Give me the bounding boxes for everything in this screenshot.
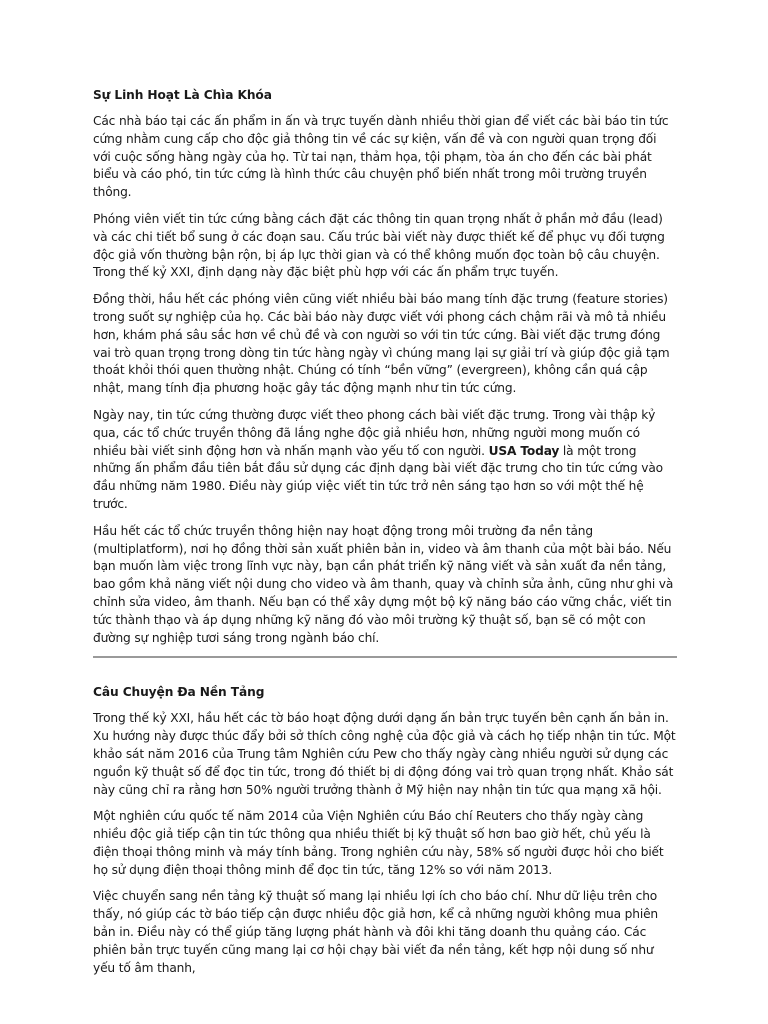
paragraph-text: Ngày nay, tin tức cứng thường được viết theo phong cách bài viết đặc trưng. Trong vài thập kỷ qua, các tổ chức truyền thông đã lắng nghe độc giả nhiều hơn, những người mong muốn có nhiều bài viết sinh động hơn và nhấn mạnh vào yếu tố con người.: [93, 407, 656, 458]
paragraph: Một nghiên cứu quốc tế năm 2014 của Viện Nghiên cứu Báo chí Reuters cho thấy ngày càng nhiều độc giả tiếp cận tin tức thông qua nhiều thiết bị kỹ thuật số hơn bao giờ hết, chủ yếu là điện thoại thông minh và máy tính bảng. Trong nghiên cứu này, 58% số người được hỏi cho biết họ sử dụng điện thoại thông minh để đọc tin tức, tăng 12% so với năm 2013.: [93, 809, 664, 877]
document-page: [93, 86, 677, 986]
paragraph-text: là một trong những ấn phẩm đầu tiên bắt đầu sử dụng các định dạng bài viết đặc trưng cho tin tức cứng vào đầu những năm 1980. Điều này giúp việc viết tin tức trở nên sáng tạo hơn so với một thế hệ trước.: [93, 443, 663, 511]
section-heading-multiplatform: Câu Chuyện Đa Nền Tảng: [93, 685, 265, 700]
paragraph: Hầu hết các tổ chức truyền thông hiện nay hoạt động trong môi trường đa nền tảng (multiplatform), nơi họ đồng thời sản xuất phiên bản in, video và âm thanh của một bài báo. Nếu bạn muốn làm việc trong lĩnh vực này, bạn cần phát triển kỹ năng viết và sản xuất đa nền tảng, bao gồm khả năng viết nội dung cho video và âm thanh, quay và chỉnh sửa ảnh, cũng như ghi và chỉnh sửa video, âm thanh. Nếu bạn có thể xây dựng một bộ kỹ năng báo cáo vững chắc, viết tin tức thành thạo và áp dụng những kỹ năng đó vào môi trường kỹ thuật số, bạn sẽ có một con đường sự nghiệp tươi sáng trong ngành báo chí.: [93, 523, 674, 645]
paragraph: Phóng viên viết tin tức cứng bằng cách đặt các thông tin quan trọng nhất ở phần mở đầu (lead) và các chi tiết bổ sung ở các đoạn sau. Cấu trúc bài viết này được thiết kế để phục vụ đối tượng độc giả vốn thường bận rộn, bị áp lực thời gian và có thể không muốn đọc toàn bộ câu chuyện. Trong thế kỷ XXI, định dạng này đặc biệt phù hợp với các ấn phẩm trực tuyến.: [93, 211, 665, 280]
paragraph: Đồng thời, hầu hết các phóng viên cũng viết nhiều bài báo mang tính đặc trưng (feature stories) trong suốt sự nghiệp của họ. Các bài báo này được viết với phong cách chậm rãi và mô tả nhiều hơn, khám phá sâu sắc hơn về chủ đề và con người so với tin tức cứng. Bài viết đặc trưng đóng vai trò quan trọng trong dòng tin tức hàng ngày vì chúng mang lại sự giải trí và giúp độc giả tạm thoát khỏi thói quen thường nhật. Chúng có tính “bền vững” (evergreen), không cần quá cập nhật, mang tính địa phương hoặc gây tác động mạnh như tin tức cứng.: [93, 292, 670, 396]
paragraph: [93, 407, 677, 514]
paragraph: Các nhà báo tại các ấn phẩm in ấn và trực tuyến dành nhiều thời gian để viết các bài báo tin tức cứng nhằm cung cấp cho độc giả thông tin về các sự kiện, vấn đề và con người quan trọng đối với cuộc sống hàng ngày của họ. Từ tai nạn, thảm họa, tội phạm, tòa án cho đến các bài phát biểu và cáo phó, tin tức cứng là hình thức câu chuyện phổ biến nhất trong môi trường truyền thông.: [93, 114, 669, 200]
paragraph: Trong thế kỷ XXI, hầu hết các tờ báo hoạt động dưới dạng ấn bản trực tuyến bên cạnh ấn bản in. Xu hướng này được thúc đẩy bởi sở thích công nghệ của độc giả và cách họ tiếp nhận tin tức. Một khảo sát năm 2016 của Trung tâm Nghiên cứu Pew cho thấy ngày càng nhiều người sử dụng các nguồn kỹ thuật số để đọc tin tức, trong đó thiết bị di động đóng vai trò quan trọng nhất. Khảo sát này cũng chỉ ra rằng hơn 50% người trưởng thành ở Mỹ hiện nay nhận tin tức qua mạng xã hội.: [93, 711, 676, 797]
section-heading-flexibility: Sự Linh Hoạt Là Chìa Khóa: [93, 88, 272, 102]
usa-today-bold: USA Today: [488, 443, 560, 458]
horizontal-divider: [93, 656, 677, 658]
paragraph: Việc chuyển sang nền tảng kỹ thuật số mang lại nhiều lợi ích cho báo chí. Như dữ liệu trên cho thấy, nó giúp các tờ báo tiếp cận được nhiều độc giả hơn, kể cả những người không mua phiên bản in. Điều này có thể giúp tăng lượng phát hành và đôi khi tăng doanh thu quảng cáo. Các phiên bản trực tuyến cũng mang lại cơ hội chạy bài viết đa nền tảng, kết hợp nội dung số như yếu tố âm thanh,: [93, 889, 658, 975]
